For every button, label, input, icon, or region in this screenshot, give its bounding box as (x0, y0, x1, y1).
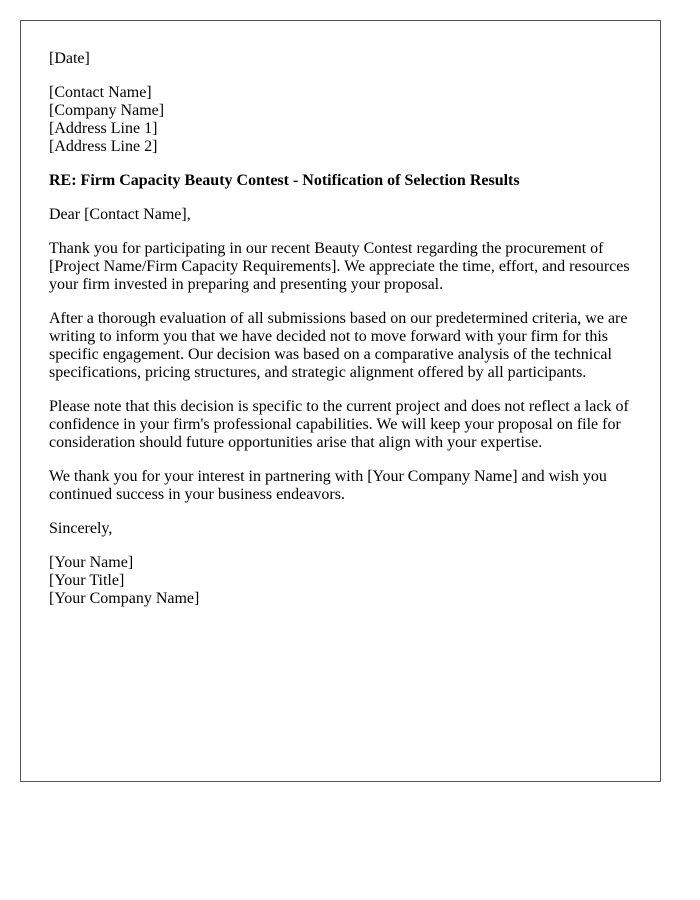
date: [Date] (49, 50, 90, 67)
subject-line: RE: Firm Capacity Beauty Contest - Notification of Selection Results (49, 172, 520, 189)
signature-title: [Your Title] (49, 572, 125, 589)
recipient-address (49, 84, 632, 156)
recipient-company-name: [Company Name] (49, 102, 165, 119)
signature-block (49, 554, 632, 608)
signature-name: [Your Name] (49, 554, 134, 571)
body-paragraph-1: Thank you for participating in our recent Beauty Contest regarding the procurement of [Project Name/Firm Capacity Requirements]. We appreciate the time, effort, and resources your firm invested in preparing and presenting your proposal. (49, 240, 630, 293)
recipient-address-line-1: [Address Line 1] (49, 120, 158, 137)
recipient-contact-name: [Contact Name] (49, 84, 152, 101)
salutation: Dear [Contact Name], (49, 206, 191, 223)
signature-company: [Your Company Name] (49, 590, 200, 607)
body-paragraph-4: We thank you for your interest in partnering with [Your Company Name] and wish you continued success in your business endeavors. (49, 468, 607, 503)
closing: Sincerely, (49, 520, 113, 537)
body-paragraph-3: Please note that this decision is specific to the current project and does not reflect a lack of confidence in your firm's professional capabilities. We will keep your proposal on file for consideration should future opportunities arise that align with your expertise. (49, 398, 629, 451)
recipient-address-line-2: [Address Line 2] (49, 138, 158, 155)
body-paragraph-2: After a thorough evaluation of all submissions based on our predetermined criteria, we are writing to inform you that we have decided not to move forward with your firm for this specific engagement. Our decision was based on a comparative analysis of the technical specifications, pricing structures, and strategic alignment offered by all participants. (49, 310, 628, 381)
letter (20, 20, 661, 782)
